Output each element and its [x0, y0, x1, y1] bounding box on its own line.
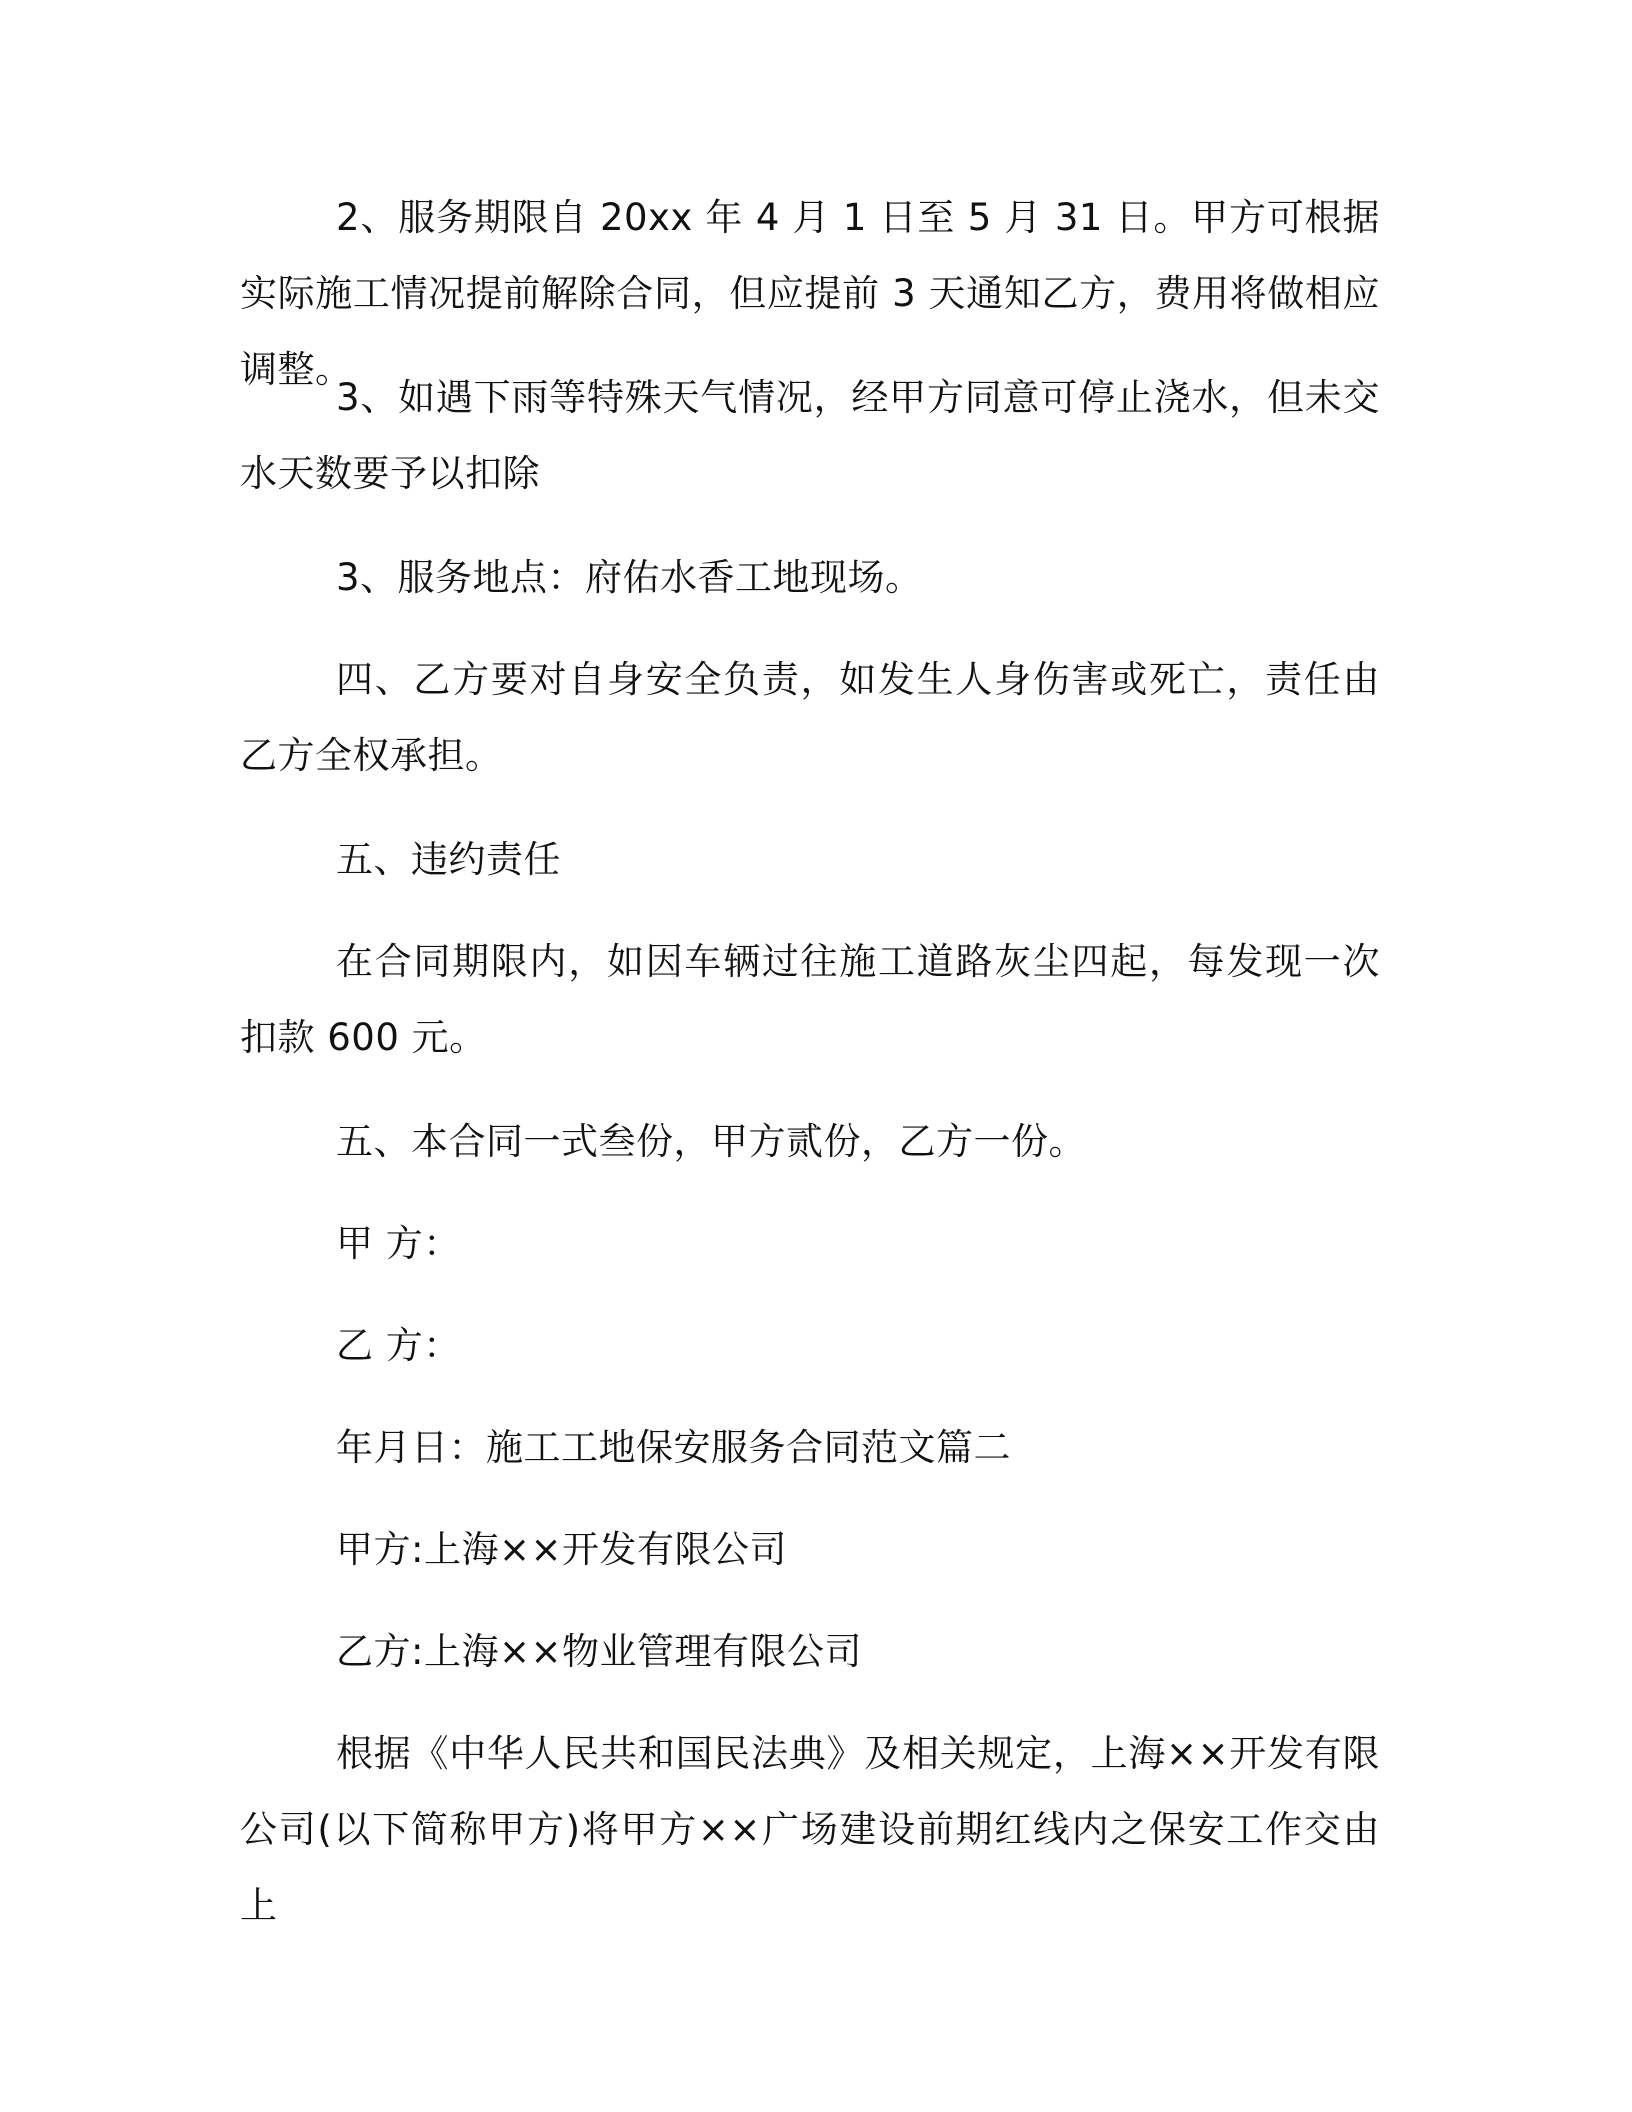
paragraph-breach-penalty: 在合同期限内，如因车辆过往施工道路灰尘四起，每发现一次 扣款 600 元。: [240, 940, 1380, 1059]
party-b-signature-line: 乙 方：: [336, 1324, 461, 1367]
party-b-name: 乙方:上海××物业管理有限公司: [336, 1630, 862, 1673]
paragraph-breach-heading: 五、违约责任: [336, 838, 561, 881]
paragraph-service-period: 2、服务期限自 20xx 年 4 月 1 日至 5 月 31 日。甲方可根据实际施工情况提前解除合同，但应提前 3 天通知乙方，费用将做相应调整。: [240, 196, 1380, 391]
paragraph-service-location: 3、服务地点：府佑水香工地现场。: [336, 556, 923, 599]
party-a-signature-line: 甲 方：: [336, 1222, 461, 1265]
paragraph-copies: 五、本合同一式叁份，甲方贰份，乙方一份。: [336, 1120, 1086, 1163]
date-and-next-title: 年月日：施工工地保安服务合同范文篇二: [336, 1426, 1011, 1469]
paragraph-safety-responsibility: 四、乙方要对自身安全负责，如发生人身伤害或死亡，责任由乙方全权承担。: [240, 658, 1380, 777]
party-a-name: 甲方:上海××开发有限公司: [336, 1528, 787, 1571]
paragraph-preamble: 根据《中华人民共和国民法典》及相关规定，上海××开发有限公司(以下简称甲方)将甲方××广场建设前期红线内之保安工作交由上: [240, 1732, 1380, 1927]
paragraph-weather-clause: 3、如遇下雨等特殊天气情况，经甲方同意可停止浇水，但未交水天数要予以扣除: [240, 376, 1380, 495]
